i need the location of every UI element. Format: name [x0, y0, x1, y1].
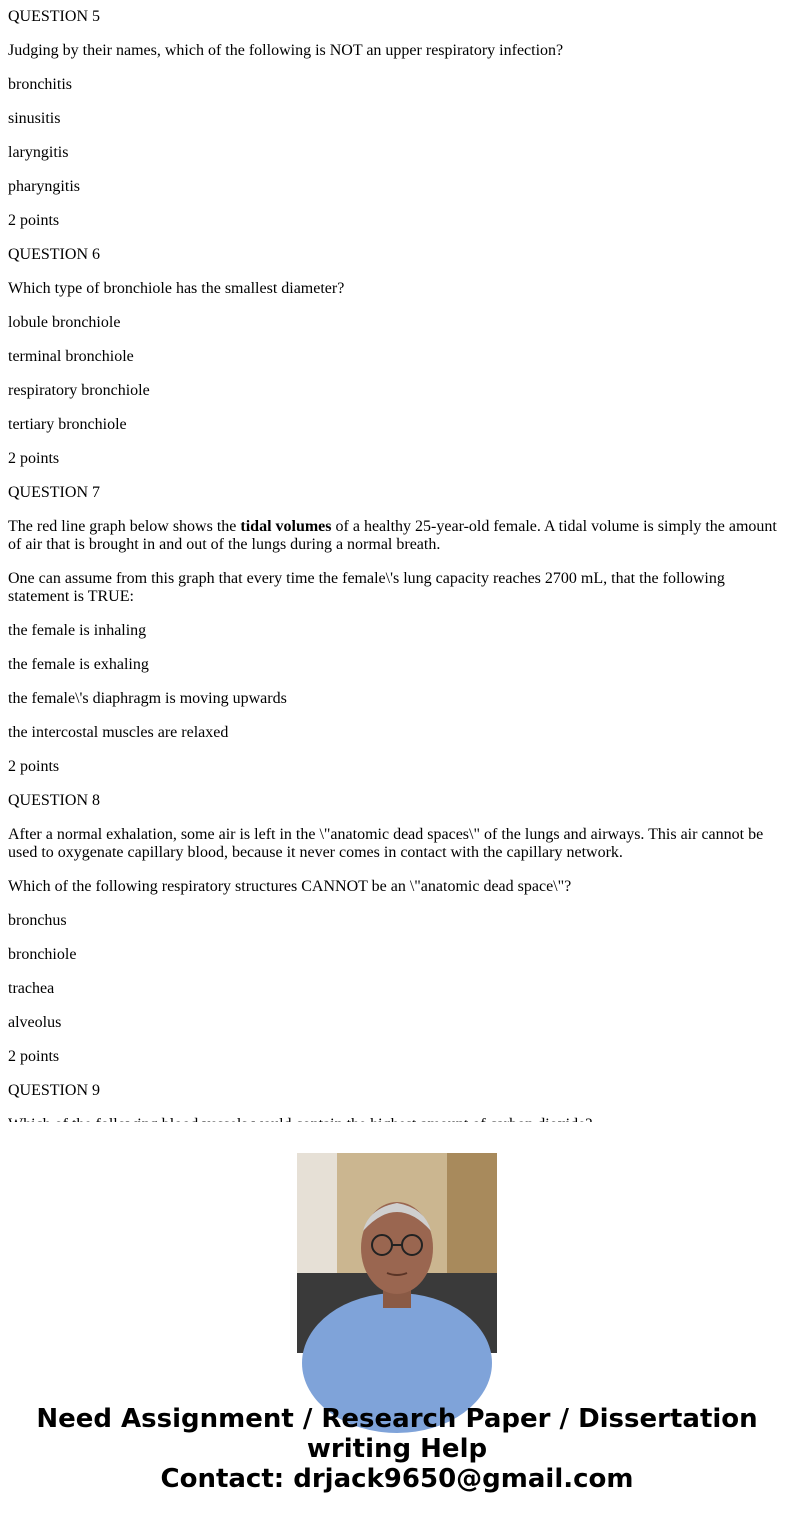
q7-option-4[interactable]: the intercostal muscles are relaxed: [8, 724, 229, 741]
portrait-image: [297, 1153, 497, 1353]
q6-option-2[interactable]: terminal bronchiole: [8, 348, 134, 365]
q6-option-4[interactable]: tertiary bronchiole: [8, 416, 127, 433]
q6-points: 2 points: [8, 450, 60, 467]
q6-option-3[interactable]: respiratory bronchiole: [8, 382, 150, 399]
q7-option-2[interactable]: the female is exhaling: [8, 656, 149, 673]
q7-prompt-bold: tidal volumes: [240, 518, 332, 535]
q6-prompt: Which type of bronchiole has the smallest diameter?: [8, 280, 345, 297]
question-document: [8, 0, 788, 1122]
q8-heading: QUESTION 8: [8, 792, 100, 809]
q5-option-2[interactable]: sinusitis: [8, 110, 61, 127]
promo-line-1: Need Assignment / Research Paper / Dissertation: [36, 1404, 758, 1434]
q5-points: 2 points: [8, 212, 60, 229]
q6-heading: QUESTION 6: [8, 246, 100, 263]
q7-heading: QUESTION 7: [8, 484, 100, 501]
q7-prompt: [8, 518, 788, 554]
q7-statement: One can assume from this graph that every time the female\'s lung capacity reaches 2700 mL, that the following statement is TRUE:: [8, 570, 725, 605]
q7-option-1[interactable]: the female is inhaling: [8, 622, 147, 639]
q8-option-2[interactable]: bronchiole: [8, 946, 77, 963]
promo-contact[interactable]: Contact: drjack9650@gmail.com: [160, 1464, 634, 1494]
promo-line-2: writing Help: [306, 1434, 488, 1464]
q8-intro: After a normal exhalation, some air is left in the \"anatomic dead spaces\" of the lungs and airways. This air cannot be used to oxygenate capillary blood, because it never comes in contact with the capillary network.: [8, 826, 764, 861]
q7-points: 2 points: [8, 758, 60, 775]
q5-prompt: Judging by their names, which of the following is NOT an upper respiratory infection?: [8, 42, 564, 59]
q5-heading: QUESTION 5: [8, 8, 100, 25]
q8-option-1[interactable]: bronchus: [8, 912, 67, 929]
q8-points: 2 points: [8, 1048, 60, 1065]
q5-option-1[interactable]: bronchitis: [8, 76, 72, 93]
q8-option-4[interactable]: alveolus: [8, 1014, 62, 1031]
q7-prompt-before: The red line graph below shows the: [8, 518, 241, 535]
q5-option-3[interactable]: laryngitis: [8, 144, 69, 161]
q6-option-1[interactable]: lobule bronchiole: [8, 314, 121, 331]
q8-option-3[interactable]: trachea: [8, 980, 55, 997]
promo-banner: [0, 1122, 794, 1523]
q5-option-4[interactable]: pharyngitis: [8, 178, 80, 195]
q9-heading: QUESTION 9: [8, 1082, 100, 1099]
promo-text: [0, 1404, 794, 1494]
q8-prompt: Which of the following respiratory structures CANNOT be an \"anatomic dead space\"?: [8, 878, 572, 895]
avatar: [297, 1153, 497, 1353]
q7-option-3[interactable]: the female\'s diaphragm is moving upwards: [8, 690, 287, 707]
q7-prompt-after: of a healthy 25-year-old female. A tidal volume is simply the amount of air that is brought in and out of the lungs during a normal breath.: [8, 518, 777, 553]
